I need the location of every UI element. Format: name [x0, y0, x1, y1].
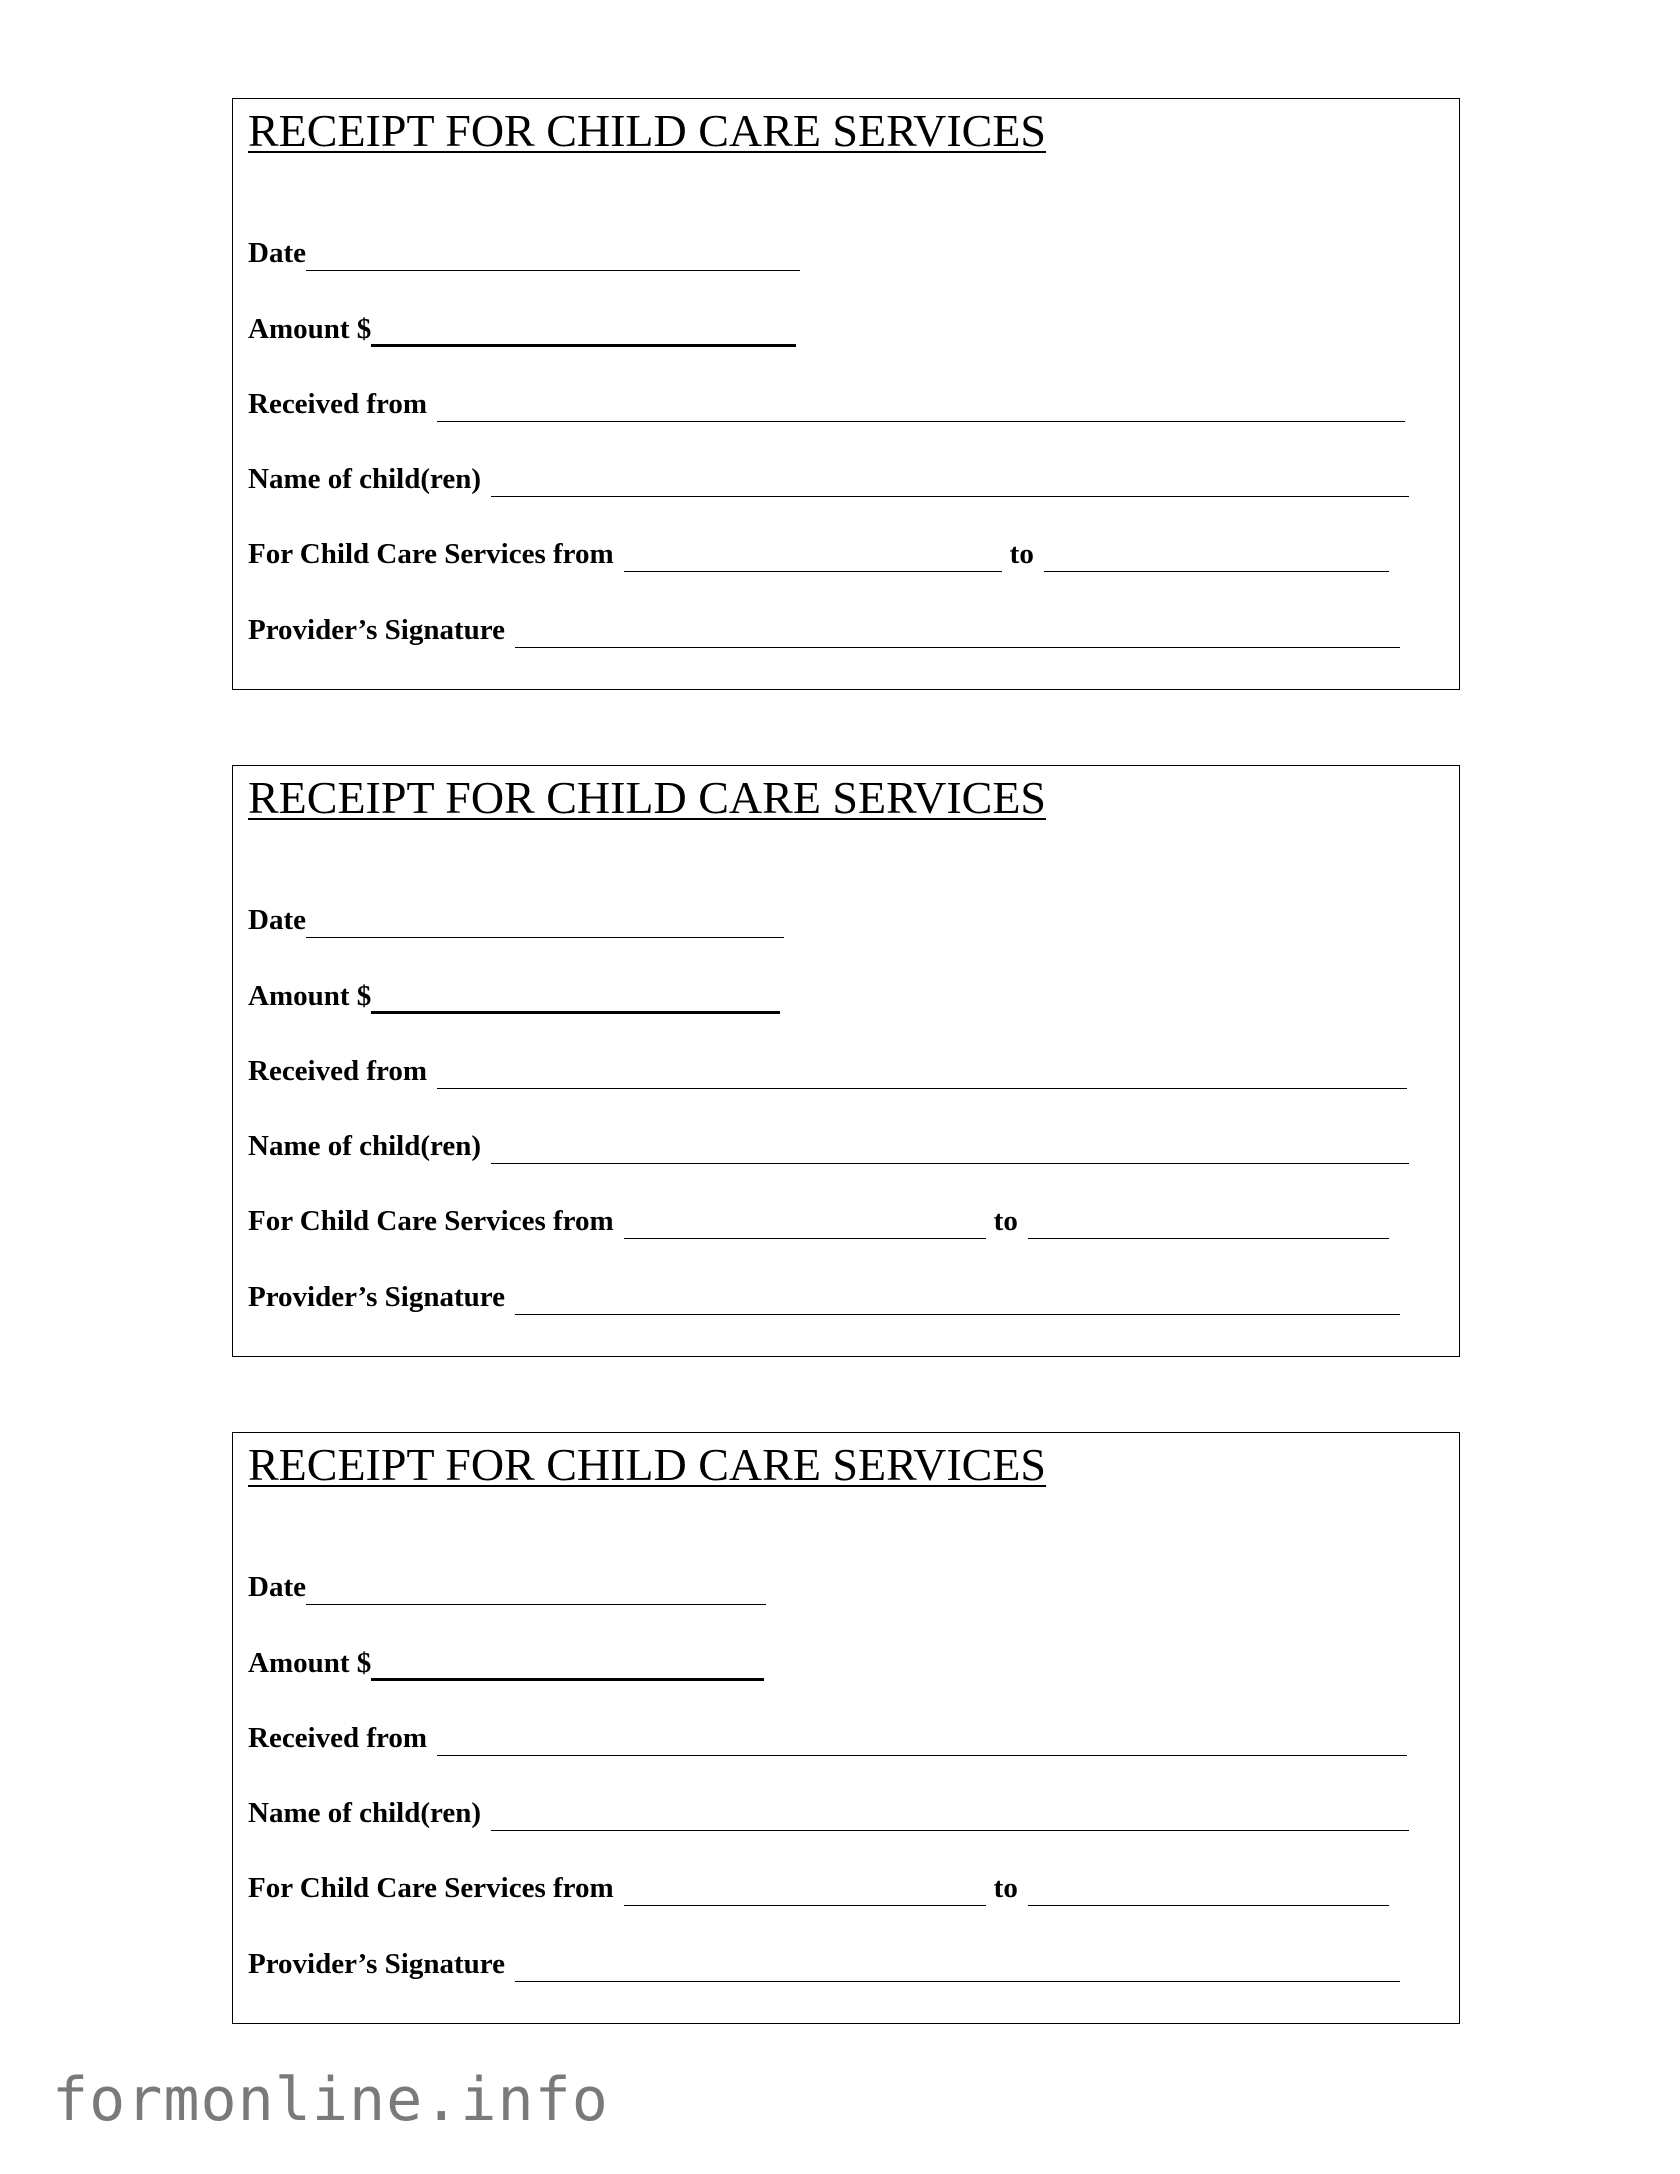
received-from-label: Received from	[248, 1722, 428, 1754]
services-from-line[interactable]	[624, 1904, 986, 1906]
amount-line[interactable]	[371, 343, 796, 347]
amount-label: Amount $	[248, 1647, 372, 1679]
child-name-label: Name of child(ren)	[248, 463, 482, 495]
date-field	[248, 1565, 766, 1605]
date-field	[248, 231, 800, 271]
amount-line[interactable]	[371, 1677, 764, 1681]
child-name-label: Name of child(ren)	[248, 1130, 482, 1162]
date-line[interactable]	[306, 936, 784, 938]
receipt-title: RECEIPT FOR CHILD CARE SERVICES	[248, 1439, 1047, 1490]
services-to-label: to	[1009, 538, 1034, 570]
services-from-label: For Child Care Services from	[248, 1872, 614, 1904]
services-to-line[interactable]	[1028, 1904, 1389, 1906]
signature-line[interactable]	[515, 1313, 1400, 1315]
signature-line[interactable]	[515, 646, 1400, 648]
date-label: Date	[248, 237, 306, 269]
child-name-field	[248, 457, 1409, 497]
receipt-card	[232, 98, 1460, 690]
received-from-field	[248, 1049, 1407, 1089]
received-from-line[interactable]	[437, 1754, 1407, 1756]
services-to-line[interactable]	[1044, 570, 1389, 572]
receipt-card	[232, 1432, 1460, 2024]
child-name-field	[248, 1124, 1409, 1164]
receipt-card	[232, 765, 1460, 1357]
services-to-label: to	[993, 1872, 1018, 1904]
child-name-line[interactable]	[491, 1162, 1409, 1164]
amount-label: Amount $	[248, 980, 372, 1012]
services-period-field	[248, 1866, 1389, 1906]
amount-line[interactable]	[371, 1010, 780, 1014]
date-line[interactable]	[306, 1603, 766, 1605]
signature-field	[248, 1942, 1400, 1982]
services-period-field	[248, 532, 1389, 572]
services-from-label: For Child Care Services from	[248, 538, 614, 570]
date-label: Date	[248, 1571, 306, 1603]
received-from-line[interactable]	[437, 1087, 1407, 1089]
child-name-line[interactable]	[491, 1829, 1409, 1831]
date-line[interactable]	[306, 269, 800, 271]
date-field	[248, 898, 784, 938]
services-period-field	[248, 1199, 1389, 1239]
services-to-label: to	[993, 1205, 1018, 1237]
received-from-field	[248, 382, 1405, 422]
services-from-line[interactable]	[624, 1237, 986, 1239]
child-name-line[interactable]	[491, 495, 1409, 497]
watermark-text: formonline.info	[52, 2065, 609, 2135]
child-name-label: Name of child(ren)	[248, 1797, 482, 1829]
amount-label: Amount $	[248, 313, 372, 345]
child-name-field	[248, 1791, 1409, 1831]
amount-field	[248, 1641, 764, 1681]
receipt-title: RECEIPT FOR CHILD CARE SERVICES	[248, 105, 1047, 156]
receipt-title: RECEIPT FOR CHILD CARE SERVICES	[248, 772, 1047, 823]
received-from-line[interactable]	[437, 420, 1405, 422]
services-to-line[interactable]	[1028, 1237, 1389, 1239]
signature-field	[248, 608, 1400, 648]
signature-label: Provider’s Signature	[248, 1948, 505, 1980]
signature-label: Provider’s Signature	[248, 614, 505, 646]
amount-field	[248, 974, 780, 1014]
signature-field	[248, 1275, 1400, 1315]
signature-line[interactable]	[515, 1980, 1400, 1982]
date-label: Date	[248, 904, 306, 936]
services-from-label: For Child Care Services from	[248, 1205, 614, 1237]
received-from-field	[248, 1716, 1407, 1756]
received-from-label: Received from	[248, 1055, 428, 1087]
services-from-line[interactable]	[624, 570, 1002, 572]
amount-field	[248, 307, 796, 347]
signature-label: Provider’s Signature	[248, 1281, 505, 1313]
received-from-label: Received from	[248, 388, 428, 420]
